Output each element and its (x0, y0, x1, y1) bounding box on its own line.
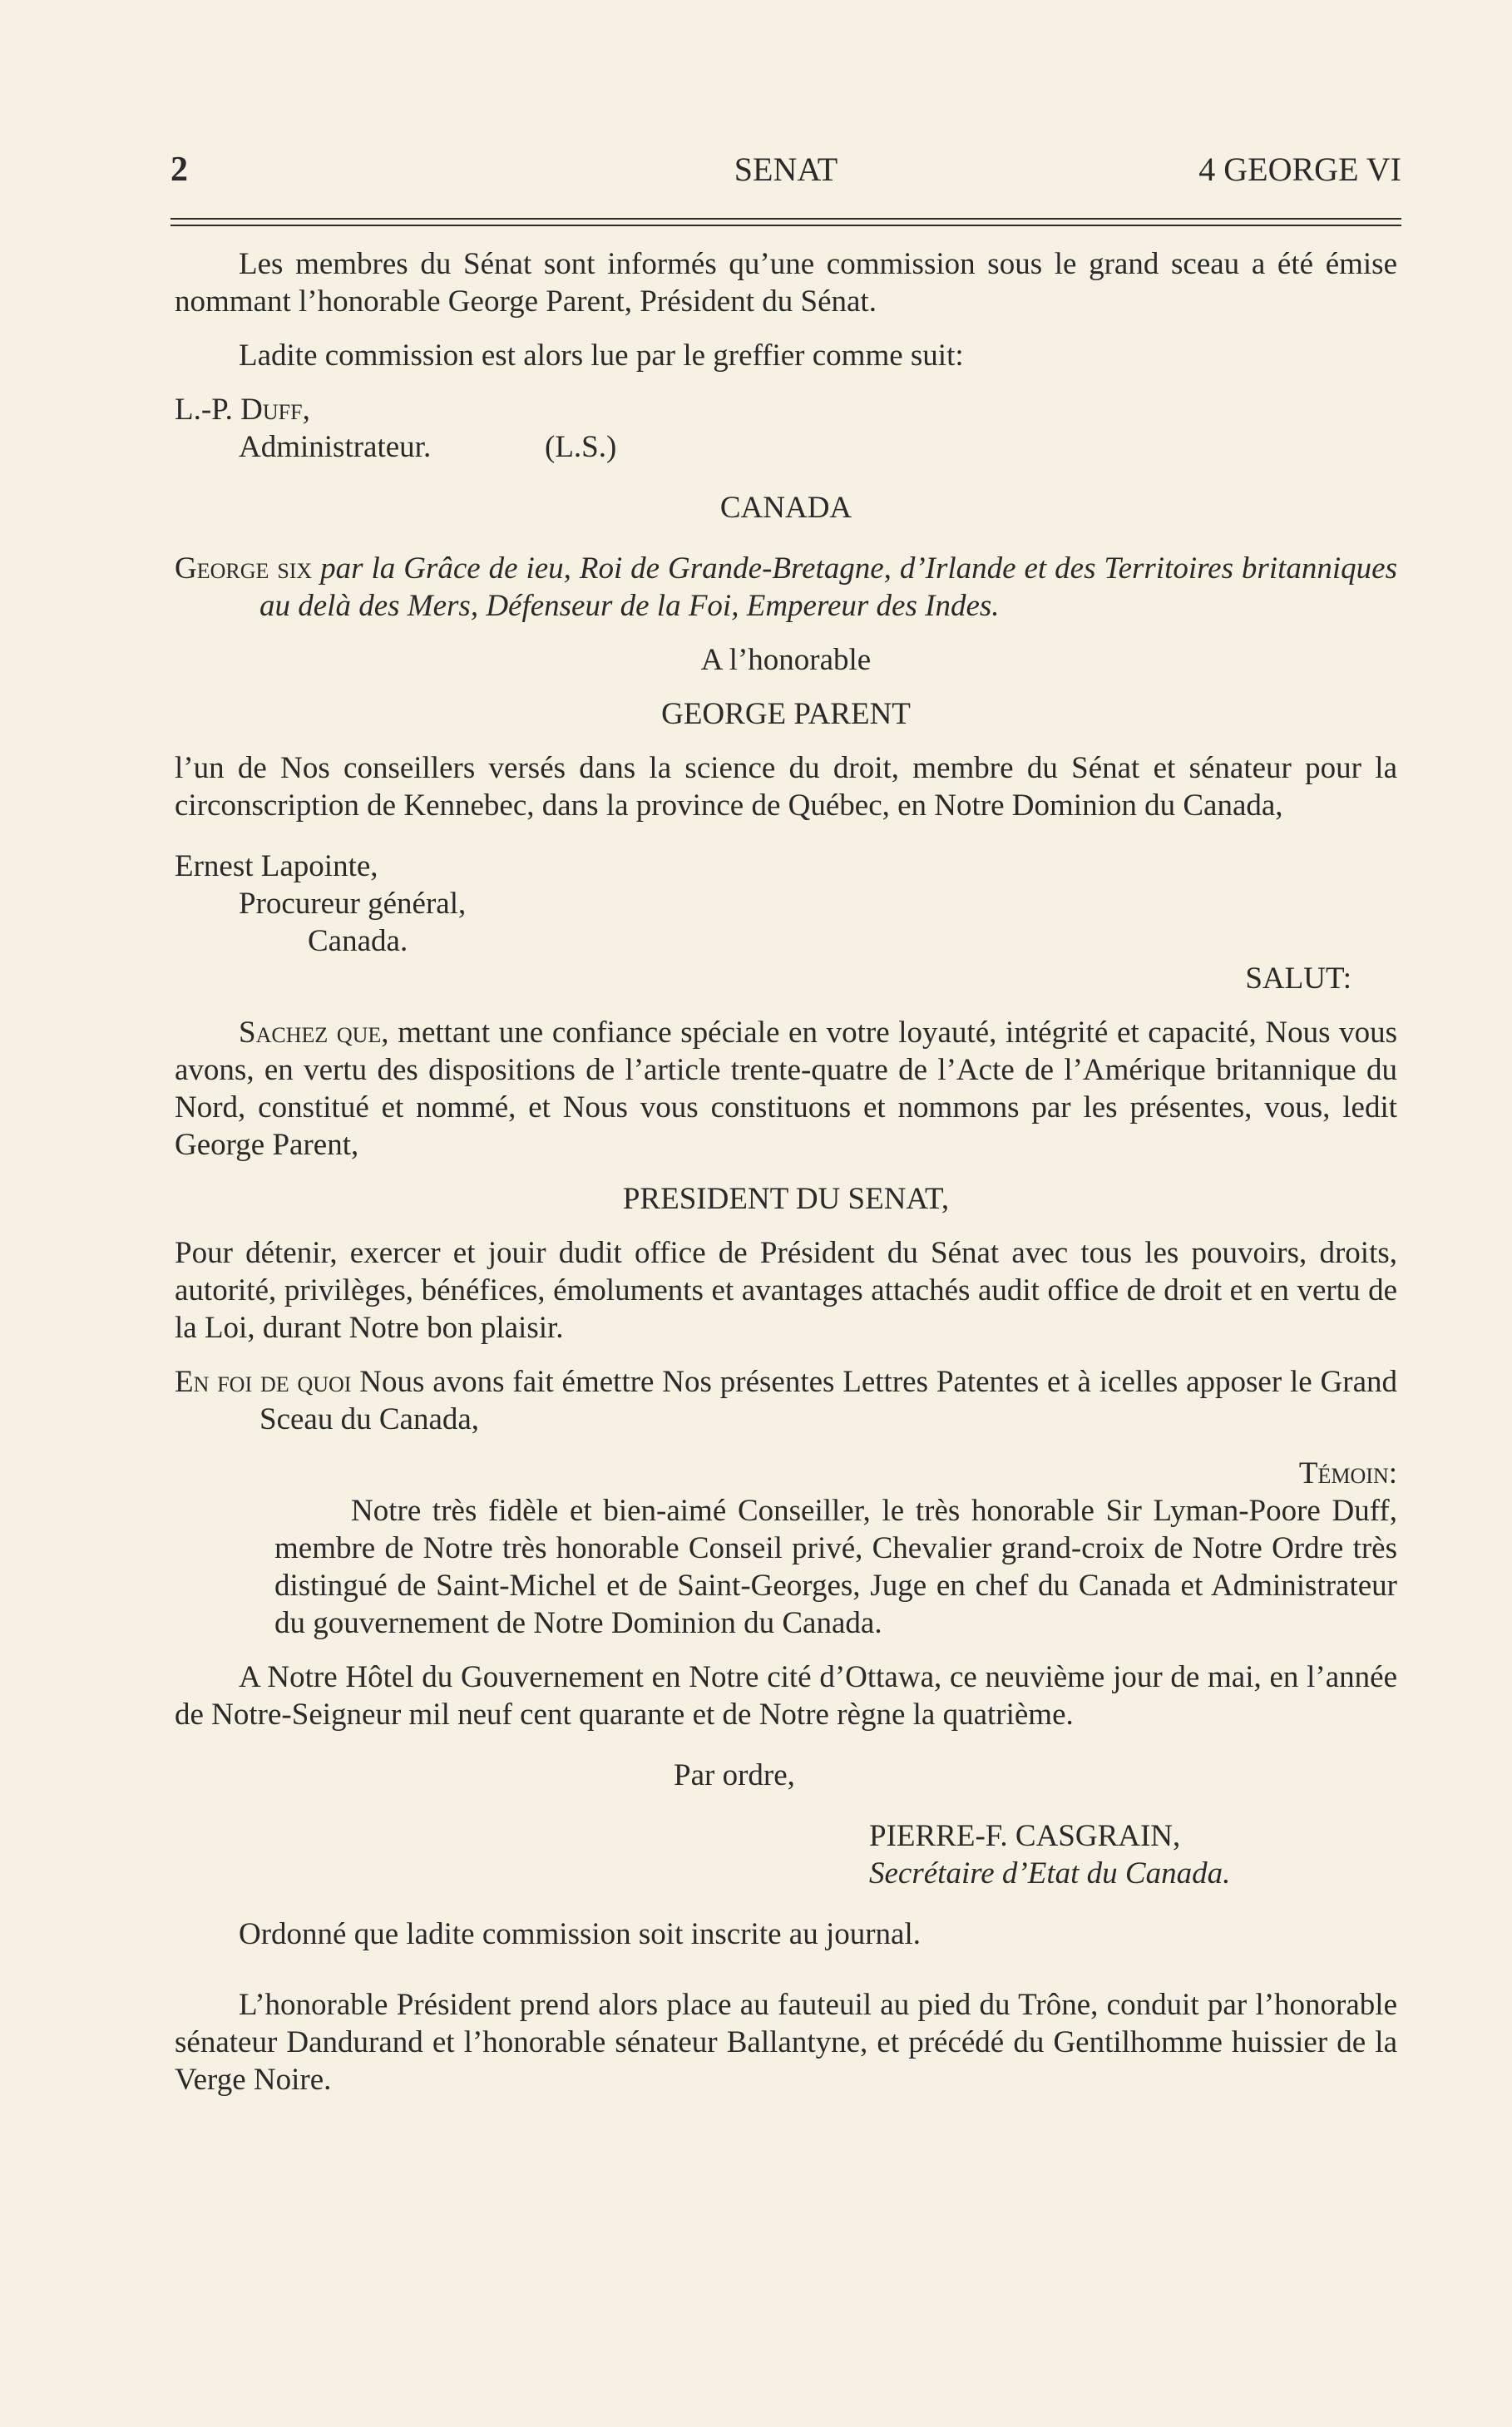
paragraph-intro: Les membres du Sénat sont informés qu’une commission sous le grand sceau a été émise nommant l’honorable George Parent, Président du Sénat. (175, 247, 1397, 319)
witness-block (274, 1492, 1397, 1642)
king-name: George six (175, 551, 313, 586)
addressee-line: A l’honorable (700, 643, 872, 677)
lapointe-name: Ernest Lapointe, (175, 849, 378, 883)
header-reign: 4 GEORGE VI (1198, 151, 1401, 188)
paragraph-office: Pour détenir, exercer et jouir dudit office de Président du Sénat avec tous les pouvoirs, droits, autorité, privilèges, bénéfices, émoluments et avantages attachés audit office de droit et en vertu de la Loi, durant Notre bon plaisir. (175, 1236, 1397, 1345)
lapointe-place: Canada. (308, 924, 408, 958)
paragraph-addressee-desc: l’un de Nos conseillers versés dans la science du droit, membre du Sénat et sénateur pour la circonscription de Kennebec, dans la province de Québec, en Notre Dominion du Canada, (175, 751, 1397, 823)
page-number: 2 (170, 151, 188, 189)
paragraph-en-foi (175, 1363, 1397, 1438)
header-title: SENAT (734, 151, 838, 188)
sachez-lead: Sachez que, (239, 1016, 389, 1050)
running-header (170, 141, 1401, 191)
administrator-name (175, 391, 1397, 428)
salutation: SALUT: (1245, 961, 1351, 996)
secretary-title: Secrétaire d’Etat du Canada. (869, 1856, 1231, 1891)
temoin-label: Témoin: (1298, 1456, 1397, 1490)
sachez-text: mettant une confiance spéciale en votre loyauté, intégrité et capacité, Nous vous avons, en vertu des dispositions de l’article trente-quatre de l’Acte de l’Amérique britannique du Nord, constitué et nommé, et Nous vous constituons et nommons par les présentes, vous, ledit George Parent, (175, 1016, 1398, 1162)
paragraph-witness: Notre très fidèle et bien-aimé Conseiller, le très honorable Sir Lyman-Poore Duff, membre de Notre très honorable Conseil privé, Chevalier grand-croix de Notre Ordre très distingué de Saint-Michel et de Saint-Georges, Juge en chef du Canada et Administrateur du gouvernement de Notre Dominion du Canada. (274, 1494, 1397, 1640)
addressee-name: GEORGE PARENT (661, 697, 911, 731)
paragraph-sachez (175, 1014, 1397, 1164)
secretary-name: PIERRE-F. CASGRAIN, (869, 1819, 1181, 1853)
en-foi-lead: En foi de quoi (175, 1365, 352, 1399)
header-rule-bottom (170, 225, 1401, 226)
heading-canada: CANADA (719, 491, 852, 525)
par-ordre: Par ordre, (674, 1758, 795, 1792)
seal-mark: (L.S.) (545, 430, 617, 464)
king-titles: par la Grâce de ieu, Roi de Grande-Bretagne, d’Irlande et des Territoires britanniques au delà des Mers, Défenseur de la Foi, Empereur des Indes. (259, 551, 1397, 623)
heading-president: PRESIDENT DU SENAT, (622, 1182, 950, 1216)
paragraph-reading: Ladite commission est alors lue par le greffier comme suit: (239, 339, 964, 373)
lapointe-title: Procureur général, (239, 887, 467, 921)
administrator-title-row (175, 428, 1397, 466)
paragraph-ordonne: Ordonné que ladite commission soit inscrite au journal. (239, 1917, 921, 1951)
paragraph-king (175, 550, 1397, 625)
en-foi-text: Nous avons fait émettre Nos présentes Lettres Patentes et à icelles apposer le Grand Sceau du Canada, (259, 1365, 1398, 1436)
paragraph-throne: L’honorable Président prend alors place au fauteuil au pied du Trône, conduit par l’honorable sénateur Dandurand et l’honorable sénateur Ballantyne, et précédé du Gentilhomme huissier de la Verge Noire. (175, 1988, 1397, 2097)
header-rule-top (170, 218, 1401, 220)
administrator-name-text: L.-P. Duff, (175, 393, 310, 427)
administrator-title: Administrateur. (239, 430, 432, 464)
paragraph-date: A Notre Hôtel du Gouvernement en Notre cité d’Ottawa, ce neuvième jour de mai, en l’année de Notre-Seigneur mil neuf cent quarante et de Notre règne la quatrième. (175, 1660, 1397, 1732)
document-body (175, 245, 1397, 2098)
